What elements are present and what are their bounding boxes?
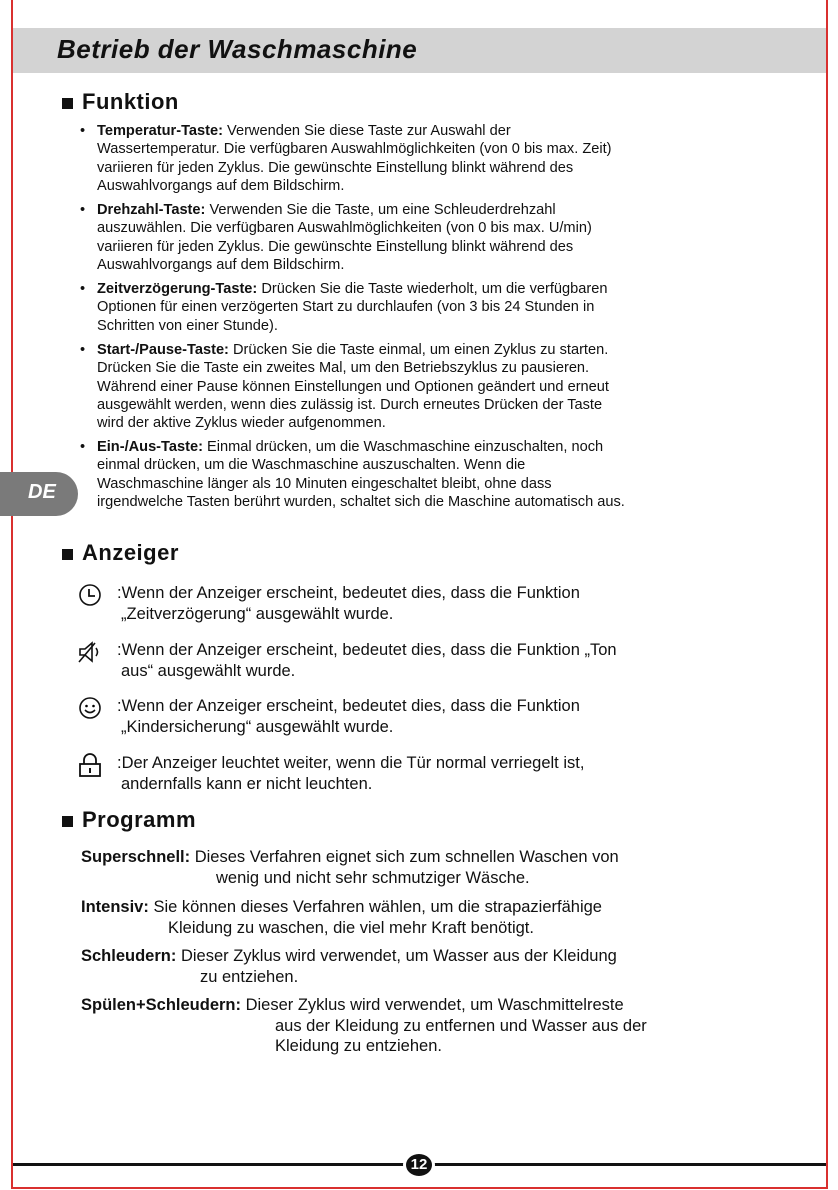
indicator-text bbox=[117, 753, 584, 794]
program-item bbox=[81, 995, 647, 1057]
program-item bbox=[81, 847, 619, 888]
section-anzeiger bbox=[62, 540, 179, 566]
text-line: irgendwelche Tasten berührt wurden, schaltet sich die Maschine automatisch aus. bbox=[97, 493, 625, 510]
square-bullet-icon bbox=[62, 98, 73, 109]
text: Drücken Sie die Taste einmal, um einen Zyklus zu starten. bbox=[228, 342, 609, 358]
text-line: auszuwählen. Die verfügbaren Auswahlmöglichkeiten (von 0 bis max. U/min) bbox=[97, 220, 592, 237]
text: Einmal drücken, um die Waschmaschine einzuschalten, noch bbox=[202, 439, 604, 455]
text-line: :Wenn der Anzeiger erscheint, bedeutet dies, dass die Funktion „Ton bbox=[117, 641, 617, 659]
bullet-dot: • bbox=[80, 202, 86, 218]
square-bullet-icon bbox=[62, 816, 73, 827]
text: Verwenden Sie diese Taste zur Auswahl der bbox=[222, 123, 511, 139]
text: Sie können dieses Verfahren wählen, um die strapazierfähige bbox=[148, 898, 602, 916]
text-line: aus der Kleidung zu entfernen und Wasser aus der bbox=[275, 1016, 647, 1035]
page-title: Betrieb der Waschmaschine bbox=[57, 34, 418, 64]
program-name: Schleudern: bbox=[81, 947, 177, 965]
funktion-item bbox=[80, 341, 777, 432]
text: Dieser Zyklus wird verwendet, um Wasser aus der Kleidung bbox=[176, 947, 617, 965]
term: Start-/Pause-Taste: bbox=[97, 342, 229, 358]
text-line: Waschmaschine länger als 10 Minuten eingeschaltet bleibt, ohne dass bbox=[97, 475, 552, 492]
program-name: Spülen+Schleudern: bbox=[81, 996, 241, 1014]
text-line: Kleidung zu waschen, die viel mehr Kraft benötigt. bbox=[168, 918, 534, 937]
text-line bbox=[97, 341, 777, 359]
page-number: 12 bbox=[403, 1151, 435, 1179]
text-line bbox=[81, 946, 617, 967]
square-bullet-icon bbox=[62, 549, 73, 560]
text-line bbox=[97, 438, 777, 456]
header-band bbox=[13, 28, 826, 73]
term: Drehzahl-Taste: bbox=[97, 202, 206, 218]
text-line: :Der Anzeiger leuchtet weiter, wenn die Tür normal verriegelt ist, bbox=[117, 754, 585, 772]
text: Dieser Zyklus wird verwendet, um Waschmittelreste bbox=[241, 996, 624, 1014]
bullet-dot: • bbox=[80, 123, 86, 139]
section-funktion bbox=[62, 89, 179, 115]
text-line bbox=[97, 122, 777, 140]
program-name: Superschnell: bbox=[81, 848, 191, 866]
text-line: andernfalls kann er nicht leuchten. bbox=[121, 774, 373, 793]
text-line: variieren für jeden Zyklus. Die gewünschte Einstellung blinkt während des bbox=[97, 159, 574, 176]
text-line bbox=[81, 897, 602, 918]
text-line: Wassertemperatur. Die verfügbaren Auswahlmöglichkeiten (von 0 bis max. Zeit) bbox=[97, 141, 612, 158]
section-title: Anzeiger bbox=[82, 540, 179, 565]
text-line: Optionen für einen verzögerten Start zu durchlaufen (von 3 bis 24 Stunden in bbox=[97, 299, 595, 316]
text-line: Kleidung zu entziehen. bbox=[275, 1037, 442, 1055]
sound-off-icon bbox=[78, 640, 102, 664]
text-line bbox=[97, 280, 777, 298]
text-line: einmal drücken, um die Waschmaschine auszuschalten. Wenn die bbox=[97, 457, 526, 474]
smiley-icon bbox=[78, 696, 102, 720]
text-line: „Kindersicherung“ ausgewählt wurde. bbox=[121, 717, 394, 736]
text-line: zu entziehen. bbox=[200, 967, 299, 986]
program-name: Intensiv: bbox=[81, 898, 149, 916]
program-item bbox=[81, 946, 617, 987]
text-line: :Wenn der Anzeiger erscheint, bedeutet dies, dass die Funktion bbox=[117, 584, 580, 602]
bullet-dot: • bbox=[80, 342, 86, 358]
text-line: Drücken Sie die Taste ein zweites Mal, um den Betriebszyklus zu pausieren. bbox=[97, 360, 590, 377]
text-line: aus“ ausgewählt wurde. bbox=[121, 661, 296, 680]
text-line: ausgewählt werden, wenn dies zulässig ist. Durch erneutes Drücken der Taste bbox=[97, 396, 603, 413]
term: Temperatur-Taste: bbox=[97, 123, 223, 139]
bullet-dot: • bbox=[80, 281, 86, 297]
text-line: „Zeitverzögerung“ ausgewählt wurde. bbox=[121, 604, 394, 623]
text-line bbox=[81, 995, 647, 1016]
text: Drücken Sie die Taste wiederholt, um die verfügbaren bbox=[257, 281, 608, 297]
lock-icon bbox=[78, 753, 102, 777]
funktion-item bbox=[80, 438, 777, 511]
text-line: Schritten von einer Stunde). bbox=[97, 317, 278, 334]
text: Verwenden Sie die Taste, um eine Schleuderdrehzahl bbox=[205, 202, 556, 218]
section-title: Programm bbox=[82, 807, 197, 832]
funktion-item bbox=[80, 201, 777, 274]
term: Zeitverzögerung-Taste: bbox=[97, 281, 258, 297]
text-line: :Wenn der Anzeiger erscheint, bedeutet dies, dass die Funktion bbox=[117, 697, 580, 715]
text-line: variieren für jeden Zyklus. Die gewünschte Einstellung blinkt während des bbox=[97, 238, 574, 255]
indicator-text bbox=[117, 696, 580, 737]
text: Dieses Verfahren eignet sich zum schnellen Waschen von bbox=[190, 848, 619, 866]
funktion-item bbox=[80, 122, 777, 195]
language-tab: DE bbox=[0, 472, 78, 516]
indicator-text bbox=[117, 640, 617, 681]
text-line bbox=[97, 201, 777, 219]
text-line: Während einer Pause können Einstellungen und Optionen geändert und erneut bbox=[97, 378, 609, 395]
text-line: Auswahlvorgangs auf dem Bildschirm. bbox=[97, 256, 345, 273]
program-item bbox=[81, 897, 602, 938]
text-line: wenig und nicht sehr schmutziger Wäsche. bbox=[216, 868, 530, 887]
term: Ein-/Aus-Taste: bbox=[97, 439, 203, 455]
funktion-item bbox=[80, 280, 777, 335]
text-line: Auswahlvorgangs auf dem Bildschirm. bbox=[97, 177, 345, 194]
text-line: wird der aktive Zyklus wieder aufgenommen. bbox=[97, 415, 386, 432]
indicator-text bbox=[117, 583, 580, 624]
text-line bbox=[81, 847, 619, 868]
section-title: Funktion bbox=[82, 89, 179, 114]
bullet-dot: • bbox=[80, 439, 86, 455]
section-programm bbox=[62, 807, 196, 833]
clock-icon bbox=[78, 583, 102, 607]
